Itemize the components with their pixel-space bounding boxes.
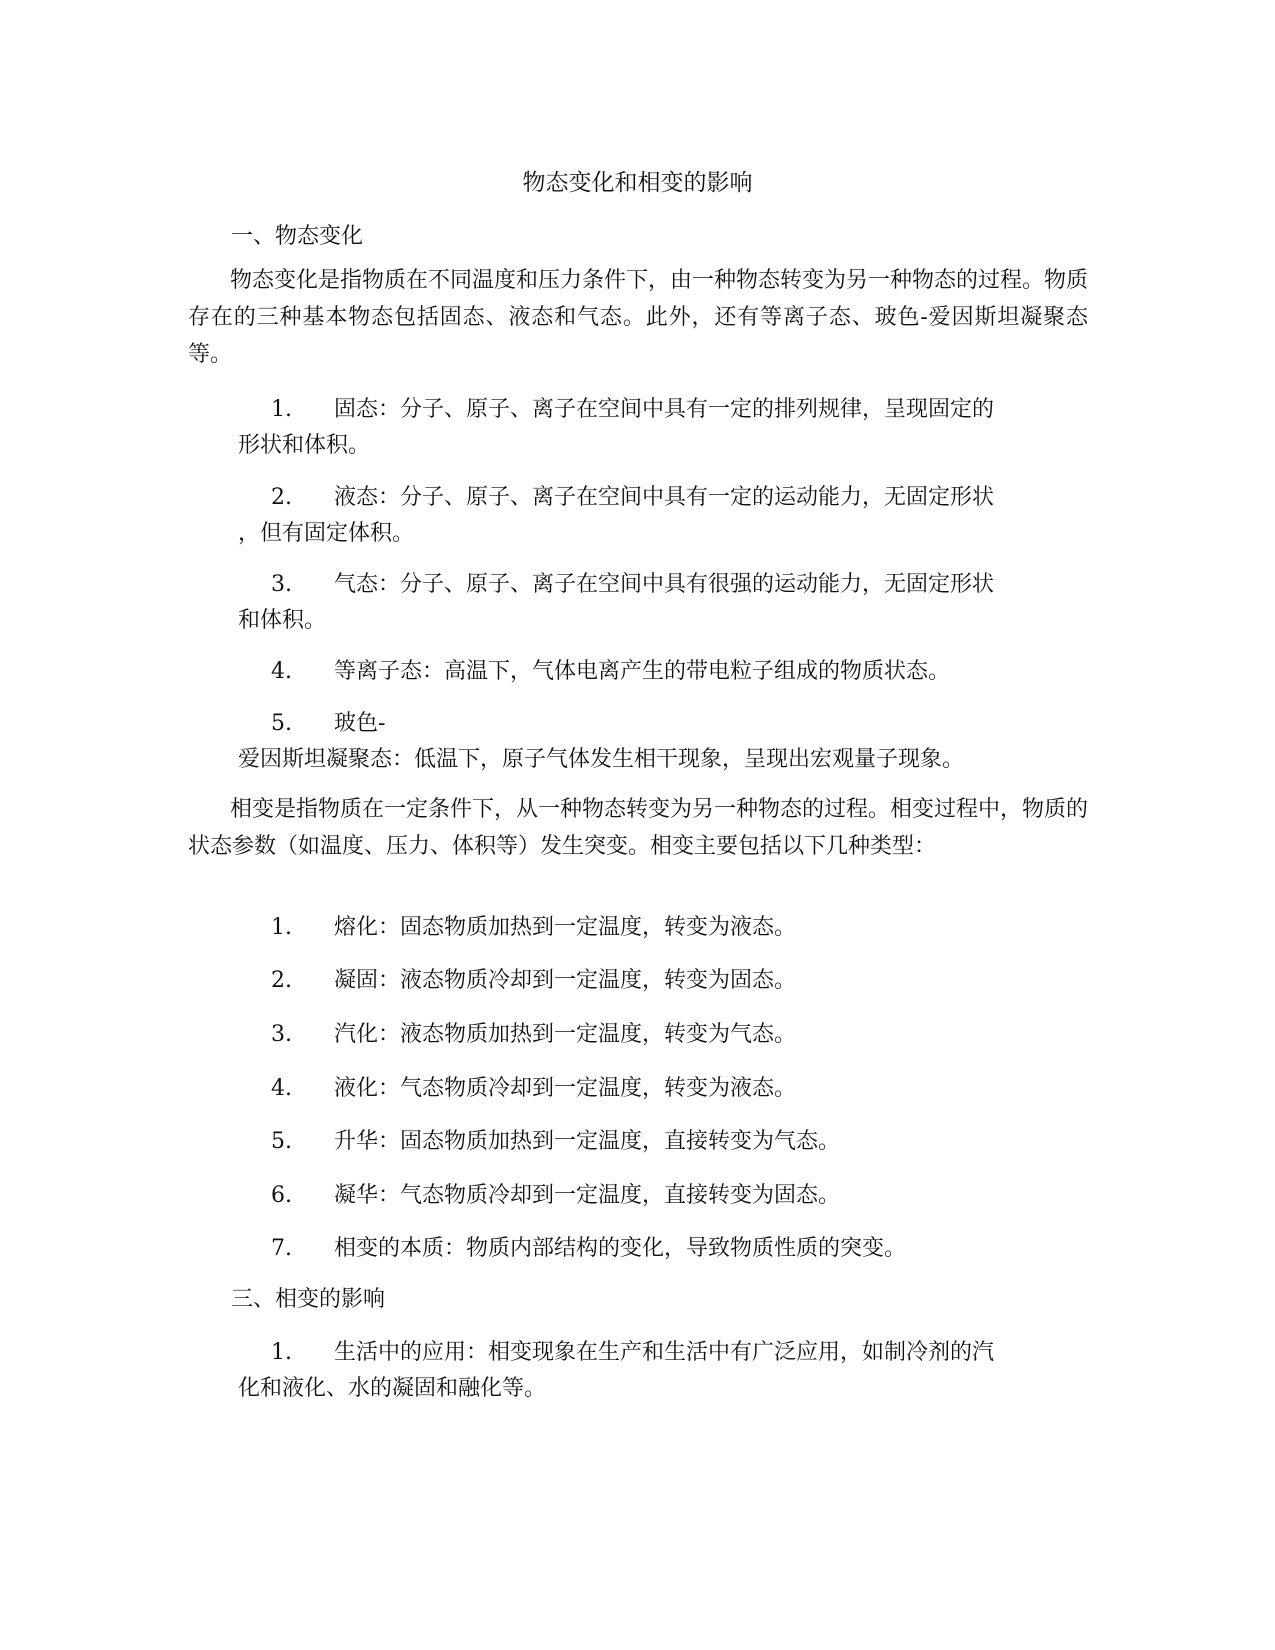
list-text: 玻色- — [334, 711, 386, 736]
list-number: 7. — [271, 1236, 292, 1261]
list-item — [238, 392, 1088, 464]
list-text: 液化：气态物质冷却到一定温度，转变为液态。 — [334, 1076, 797, 1101]
list-item — [238, 963, 1088, 999]
list-text: 生活中的应用：相变现象在生产和生活中有广泛应用，如制冷剂的汽 — [334, 1340, 995, 1365]
list-text: 熔化：固态物质加热到一定温度，转变为液态。 — [334, 915, 797, 940]
list-number: 1. — [271, 397, 292, 422]
document-title: 物态变化和相变的影响 — [522, 170, 753, 196]
list-text: 凝固：液态物质冷却到一定温度，转变为固态。 — [334, 968, 797, 993]
paragraph-states-intro: 物态变化是指物质在不同温度和压力条件下，由一种物态转变为另一种物态的过程。物质存在的三种基本物态包括固态、液态和气态。此外，还有等离子态、玻色-爱因斯坦凝聚态等。 — [188, 268, 1089, 367]
list-text: 固态：分子、原子、离子在空间中具有一定的排列规律，呈现固定的 — [334, 397, 995, 422]
list-text: 升华：固态物质加热到一定温度，直接转变为气态。 — [334, 1129, 841, 1154]
list-item — [238, 1124, 1088, 1160]
list-number: 5. — [271, 711, 292, 736]
list-number: 6. — [271, 1183, 292, 1208]
list-text-continued: ，但有固定体积。 — [238, 521, 415, 546]
list-number: 5. — [271, 1129, 292, 1154]
list-item — [238, 480, 1088, 552]
list-item — [238, 567, 1088, 639]
list-text: 液态：分子、原子、离子在空间中具有一定的运动能力，无固定形状 — [334, 485, 995, 510]
list-text-continued: 爱因斯坦凝聚态：低温下，原子气体发生相干现象，呈现出宏观量子现象。 — [238, 747, 965, 772]
list-text: 等离子态：高温下，气体电离产生的带电粒子组成的物质状态。 — [334, 659, 951, 684]
paragraph-phase-change-intro: 相变是指物质在一定条件下，从一种物态转变为另一种物态的过程。相变过程中，物质的状态参数（如温度、压力、体积等）发生突变。相变主要包括以下几种类型： — [188, 797, 1089, 859]
list-number: 4. — [271, 1076, 292, 1101]
list-item — [238, 706, 1088, 778]
section-heading-phase-effects: 三、相变的影响 — [231, 1287, 386, 1312]
list-text: 汽化：液态物质加热到一定温度，转变为气态。 — [334, 1022, 797, 1047]
list-number: 2. — [271, 485, 292, 510]
list-text: 相变的本质：物质内部结构的变化，导致物质性质的突变。 — [334, 1236, 907, 1261]
list-number: 3. — [271, 1022, 292, 1047]
list-text: 气态：分子、原子、离子在空间中具有很强的运动能力，无固定形状 — [334, 572, 995, 597]
list-item — [238, 1017, 1088, 1053]
list-item — [238, 1178, 1088, 1214]
list-item — [238, 654, 1088, 690]
list-text-continued: 和体积。 — [238, 608, 327, 633]
list-item — [238, 1071, 1088, 1107]
list-text-continued: 形状和体积。 — [238, 433, 371, 458]
list-item — [238, 1335, 1088, 1407]
list-text-continued: 化和液化、水的凝固和融化等。 — [238, 1376, 547, 1401]
list-number: 1. — [271, 915, 292, 940]
list-item — [238, 910, 1088, 946]
list-item — [238, 1231, 1088, 1267]
section-heading-phase-states: 一、物态变化 — [231, 224, 364, 249]
list-number: 2. — [271, 968, 292, 993]
list-number: 4. — [271, 659, 292, 684]
list-number: 3. — [271, 572, 292, 597]
list-number: 1. — [271, 1340, 292, 1365]
list-text: 凝华：气态物质冷却到一定温度，直接转变为固态。 — [334, 1183, 841, 1208]
